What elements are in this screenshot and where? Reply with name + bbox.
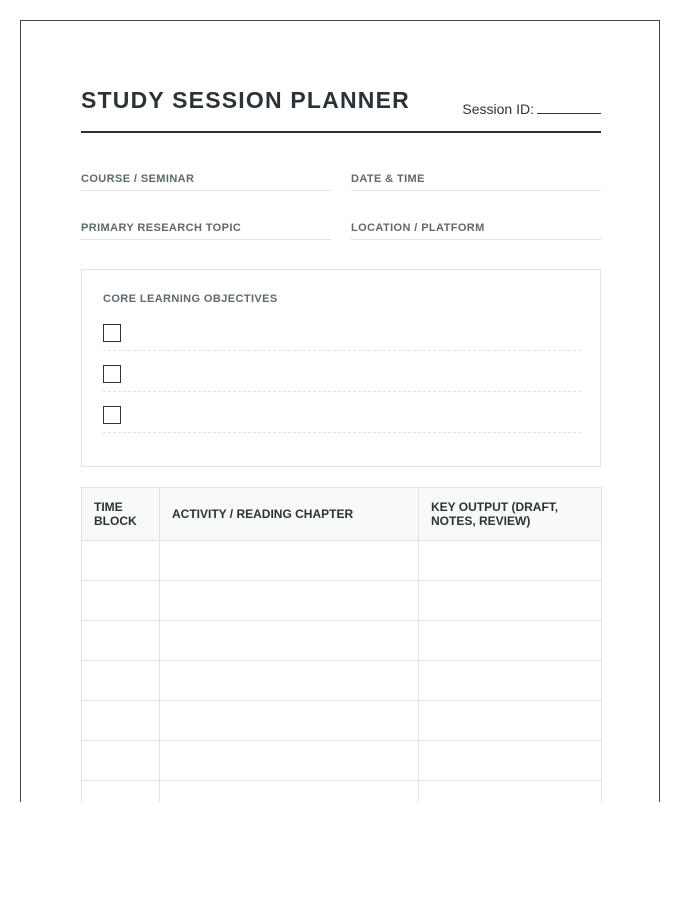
session-id-label: Session ID:	[462, 101, 534, 117]
research-topic-field[interactable]	[81, 215, 331, 240]
time-block-cell[interactable]	[82, 661, 160, 701]
course-field[interactable]	[81, 166, 331, 191]
objective-checkbox[interactable]	[103, 406, 121, 424]
table-row	[82, 661, 602, 701]
activity-cell[interactable]	[160, 541, 419, 581]
table-row	[82, 741, 602, 781]
column-header-activity: ACTIVITY / READING CHAPTER	[160, 488, 419, 541]
objective-item[interactable]	[103, 365, 581, 392]
table-row	[82, 581, 602, 621]
key-output-cell[interactable]	[419, 781, 602, 803]
location-label: LOCATION / PLATFORM	[351, 222, 485, 234]
objectives-box	[81, 269, 601, 467]
activity-cell[interactable]	[160, 741, 419, 781]
column-header-time-block: TIME BLOCK	[82, 488, 160, 541]
date-time-field[interactable]	[351, 166, 601, 191]
key-output-cell[interactable]	[419, 661, 602, 701]
time-block-cell[interactable]	[82, 701, 160, 741]
activity-cell[interactable]	[160, 621, 419, 661]
time-block-cell[interactable]	[82, 741, 160, 781]
activity-cell[interactable]	[160, 701, 419, 741]
schedule-header-row	[82, 488, 602, 541]
table-row	[82, 781, 602, 803]
column-header-key-output: KEY OUTPUT (DRAFT, NOTES, REVIEW)	[419, 488, 602, 541]
key-output-cell[interactable]	[419, 701, 602, 741]
objective-item[interactable]	[103, 324, 581, 351]
table-row	[82, 701, 602, 741]
time-block-cell[interactable]	[82, 621, 160, 661]
activity-cell[interactable]	[160, 781, 419, 803]
table-row	[82, 621, 602, 661]
key-output-cell[interactable]	[419, 741, 602, 781]
time-block-cell[interactable]	[82, 541, 160, 581]
course-label: COURSE / SEMINAR	[81, 173, 195, 185]
schedule-table	[81, 487, 602, 802]
session-id-blank[interactable]	[537, 101, 601, 114]
objectives-title: CORE LEARNING OBJECTIVES	[103, 293, 278, 305]
key-output-cell[interactable]	[419, 621, 602, 661]
planner-sheet	[20, 20, 660, 802]
objective-checkbox[interactable]	[103, 365, 121, 383]
planner-header	[81, 87, 601, 133]
objective-item[interactable]	[103, 406, 581, 433]
location-field[interactable]	[351, 215, 601, 240]
key-output-cell[interactable]	[419, 581, 602, 621]
table-row	[82, 541, 602, 581]
key-output-cell[interactable]	[419, 541, 602, 581]
time-block-cell[interactable]	[82, 581, 160, 621]
objective-checkbox[interactable]	[103, 324, 121, 342]
time-block-cell[interactable]	[82, 781, 160, 803]
activity-cell[interactable]	[160, 661, 419, 701]
session-id	[462, 101, 601, 117]
activity-cell[interactable]	[160, 581, 419, 621]
page-title: STUDY SESSION PLANNER	[81, 87, 410, 113]
research-topic-label: PRIMARY RESEARCH TOPIC	[81, 222, 242, 234]
date-time-label: DATE & TIME	[351, 173, 425, 185]
